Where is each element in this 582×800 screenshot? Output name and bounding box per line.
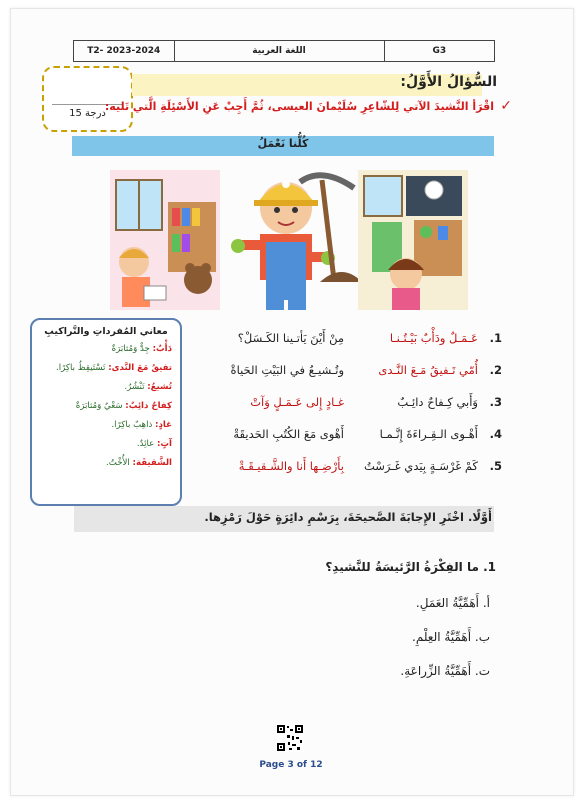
hemistich-second: بِأَرْضِـها أَنا والشَّـقيـقَـةْ: [238, 459, 344, 473]
hemistich-first: وَأَبي كِـفاحٌ دائِـبٌ: [397, 395, 478, 409]
poem: [190, 322, 502, 482]
option-text: أَهَمِّيَّةُ العِلْمِ.: [412, 630, 472, 644]
hemistich-first: أَهْـوى الـقِـراءَةَ إِنَّـمـا: [379, 427, 478, 441]
vocab-word: آتٍ:: [156, 439, 172, 449]
poem-title: كُلُّنا نَعْمَلُ: [257, 137, 309, 150]
hemistich-second: مِنْ أَيْنَ يَأتـينا الكَـسَلْ؟: [237, 331, 344, 345]
vocab-meaning: تَنْشُرُ.: [124, 382, 145, 392]
subject-cell: اللغة العربية: [174, 41, 384, 61]
line-number: 5.: [489, 459, 502, 473]
instruction: اقْرَأ النَّشيدَ الآتي لِلشّاعِرِ سُلَيْمانَ العيسى، ثُمَّ أَجِبْ عَنِ الأَسْئِلَةِ الَّتي تَليه:: [104, 100, 494, 113]
vocab-word: الشَّقيقَة:: [132, 458, 172, 468]
hemistich-second: أَهْوى مَعَ الكُتُبِ الحَديقَةْ: [233, 427, 344, 441]
dirt-pile: [320, 272, 362, 282]
hemistich-first: عَـمَـلٌ ودَأْبٌ بَيْـتُـنـا: [389, 331, 478, 345]
vocab-word: غادٍ:: [155, 420, 172, 430]
line-number: 3.: [489, 395, 502, 409]
line-number: 4.: [489, 427, 502, 441]
vocab-item: [36, 361, 172, 375]
hemistich-first: أُمّي تَـفيقُ مَـعَ النَّـدى: [378, 363, 478, 377]
term-year-cell: T2- 2023-2024: [87, 46, 161, 56]
poem-line: [190, 354, 502, 386]
question-1: [325, 560, 496, 574]
hemistich-second: غـادٍ إِلى عَـمَـلٍ وَآتْ: [250, 395, 344, 409]
question-title: السُّؤالُ الأَوَّلُ:: [400, 74, 497, 90]
vocab-meaning: عائِدٌ.: [136, 439, 155, 449]
vocab-word: دَأْبٌ:: [152, 344, 172, 354]
line-number: 1.: [489, 331, 502, 345]
option-text: أَهَمِّيَّةُ الزِّراعَةِ.: [400, 664, 472, 678]
poem-line: [190, 450, 502, 482]
poem-line: [190, 418, 502, 450]
option-label: أ.: [482, 596, 490, 610]
qr-code-icon: [276, 724, 304, 752]
hemistich-first: كَمْ غَرْسَـةٍ بِيَدي غَـرَسْتُ: [364, 459, 478, 473]
vocab-item: [36, 380, 172, 394]
grade-cell: G3: [384, 41, 494, 61]
vocab-item: [36, 456, 172, 470]
option-b[interactable]: [412, 630, 490, 644]
grade-box: [42, 66, 133, 132]
vocab-item: [36, 418, 172, 432]
line-number: 2.: [489, 363, 502, 377]
illustration: [72, 162, 494, 312]
page-number: Page 3 of 12: [259, 760, 323, 770]
section-title: أَوَّلًا. اخْتَرِ الإِجابَةَ الصَّحيحَةَ، بِرَسْمِ دائِرَةٍ حَوْلَ رَمْزِها.: [204, 510, 492, 524]
option-label: ت.: [474, 664, 490, 678]
overalls: [266, 242, 306, 300]
vocab-word: تفيقُ مَعَ النَّدى:: [108, 363, 172, 373]
vocab-item: [36, 437, 172, 451]
poem-line: [190, 322, 502, 354]
vocab-item: [36, 399, 172, 413]
question-number: 1.: [483, 560, 496, 574]
vocab-meaning: سَعْيٌ وَمُثابَرَةٌ: [75, 401, 123, 411]
hemistich-second: وتُـشيـعُ في البَيْتِ الحَياةْ: [230, 363, 344, 377]
vocab-meaning: تَسْتَيقِظُ باكِرًا.: [56, 363, 106, 373]
right-window: [364, 176, 402, 216]
vocab-title: معاني المُفرداتِ والتَّراكيبِ: [44, 326, 168, 337]
option-label: ب.: [474, 630, 490, 644]
option-a[interactable]: [416, 596, 490, 610]
pickaxe-head: [300, 175, 354, 188]
vocabulary-box: [30, 318, 182, 506]
vocab-meaning: جِدٌّ وَمُثابَرَةٌ: [111, 344, 150, 354]
checkmark-icon: ✓: [500, 98, 512, 114]
points-label: 15 درجة: [69, 108, 106, 119]
poem-line: [190, 386, 502, 418]
vocab-word: كِفاحٌ دائِبٌ:: [125, 401, 172, 411]
vocab-meaning: ذاهِبٌ باكِرًا.: [111, 420, 153, 430]
vocab-word: تُشيعُ:: [147, 382, 172, 392]
option-t[interactable]: [400, 664, 490, 678]
vocab-item: [36, 342, 172, 356]
header-table: [73, 40, 495, 62]
question-text: ما الفِكْرَةُ الرَّئيسَةُ للنَّشيدِ؟: [325, 560, 479, 574]
option-text: أَهَمِّيَّةُ العَمَلِ.: [415, 596, 480, 610]
vocab-meaning: الأُخْتُ.: [106, 458, 130, 468]
